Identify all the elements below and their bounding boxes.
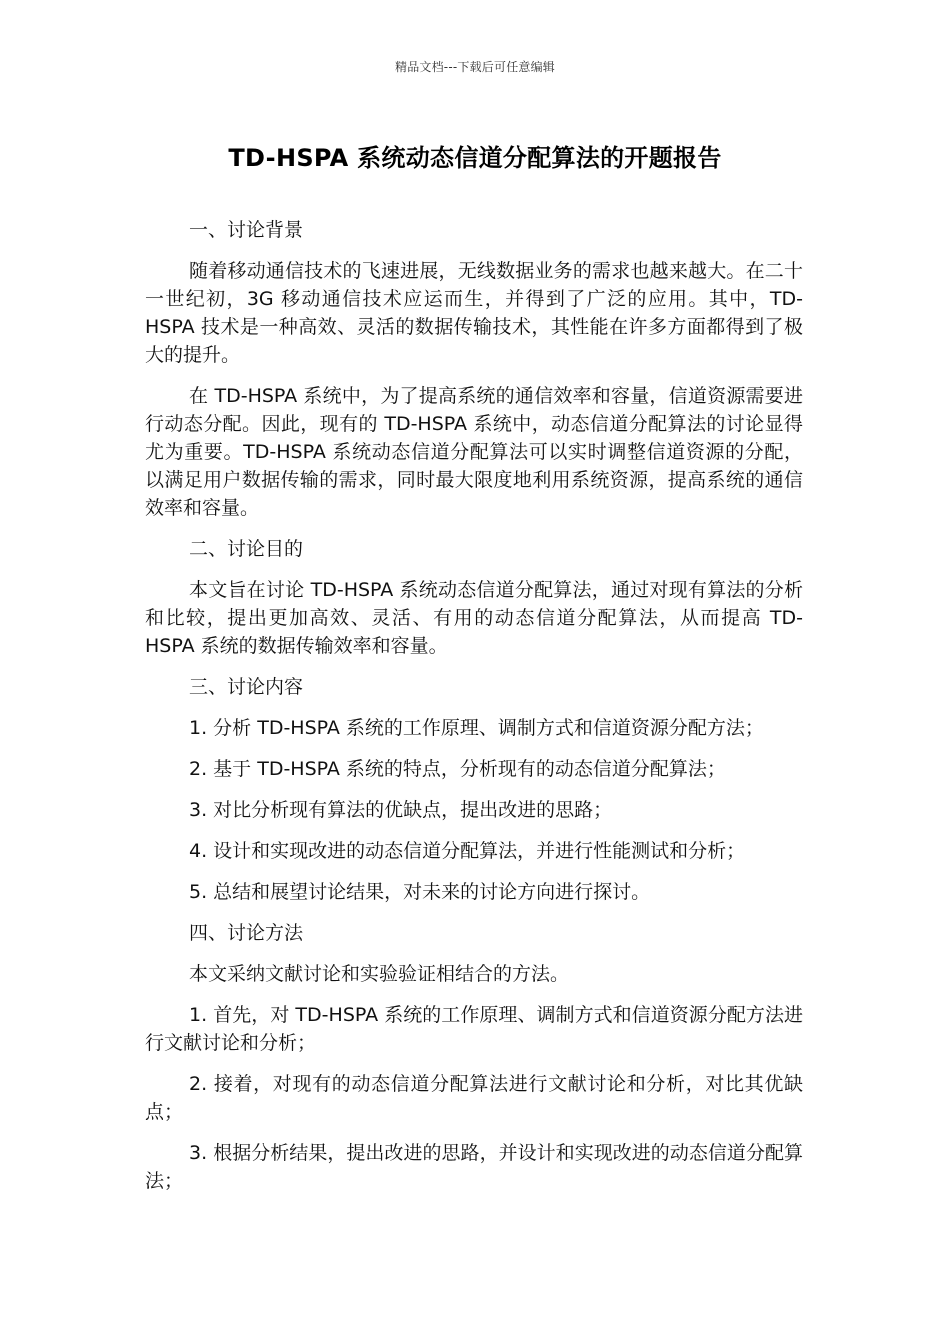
document-title: TD-HSPA 系统动态信道分配算法的开题报告	[228, 144, 722, 172]
section-heading-background: 一、讨论背景	[189, 219, 304, 241]
section-heading-method: 四、讨论方法	[189, 922, 304, 944]
list-item: 2. 接着，对现有的动态信道分配算法进行文献讨论和分析，对比其优缺点；	[145, 1073, 803, 1123]
list-item: 1. 首先，对 TD-HSPA 系统的工作原理、调制方式和信道资源分配方法进行文献讨论和分析；	[145, 1004, 803, 1054]
section-heading-content: 三、讨论内容	[189, 676, 304, 698]
list-item: 3. 对比分析现有算法的优缺点，提出改进的思路；	[189, 799, 613, 821]
paragraph: 本文旨在讨论 TD-HSPA 系统动态信道分配算法，通过对现有算法的分析和比较，提出更加高效、灵活、有用的动态信道分配算法，从而提高 TD-HSPA 系统的数据传输效率和容量。	[145, 579, 803, 657]
list-item: 3. 根据分析结果，提出改进的思路，并设计和实现改进的动态信道分配算法；	[145, 1142, 803, 1192]
header-note: 精品文档---下载后可任意编辑	[395, 60, 555, 74]
list-item: 5. 总结和展望讨论结果，对未来的讨论方向进行探讨。	[189, 881, 651, 903]
paragraph: 随着移动通信技术的飞速进展，无线数据业务的需求也越来越大。在二十一世纪初，3G 移动通信技术应运而生，并得到了广泛的应用。其中，TD-HSPA 技术是一种高效、灵活的数据传输技术，其性能在许多方面都得到了极大的提升。	[145, 260, 803, 366]
document-body	[145, 216, 803, 1208]
list-item: 1. 分析 TD-HSPA 系统的工作原理、调制方式和信道资源分配方法；	[189, 717, 764, 739]
list-item: 2. 基于 TD-HSPA 系统的特点，分析现有的动态信道分配算法；	[189, 758, 726, 780]
paragraph: 在 TD-HSPA 系统中，为了提高系统的通信效率和容量，信道资源需要进行动态分配。因此，现有的 TD-HSPA 系统中，动态信道分配算法的讨论显得尤为重要。TD-HSPA 系统动态信道分配算法可以实时调整信道资源的分配，以满足用户数据传输的需求，同时最大限度地利用系统资源，提高系统的通信效率和容量。	[145, 385, 803, 519]
list-item: 4. 设计和实现改进的动态信道分配算法，并进行性能测试和分析；	[189, 840, 746, 862]
paragraph: 本文采纳文献讨论和实验验证相结合的方法。	[189, 963, 570, 985]
section-heading-purpose: 二、讨论目的	[189, 538, 304, 560]
